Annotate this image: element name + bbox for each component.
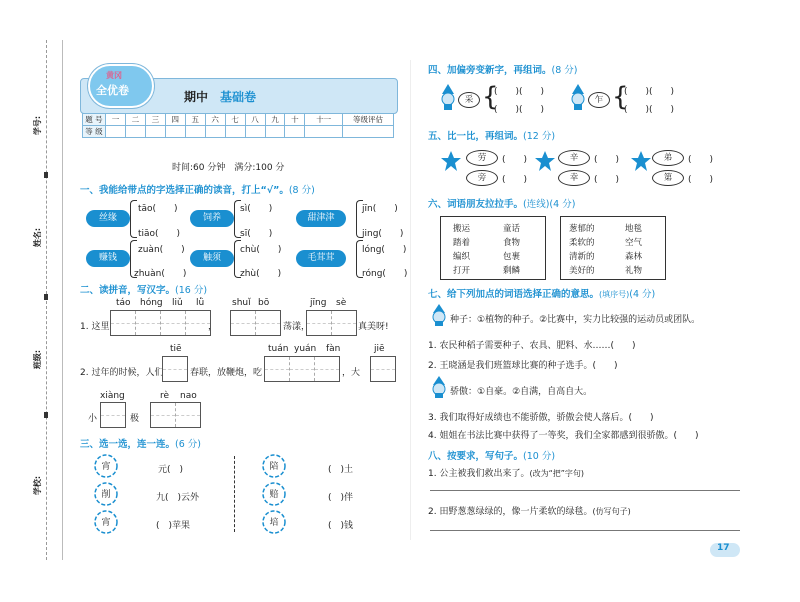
pinyin: hóng	[140, 298, 163, 308]
margin-marker	[44, 412, 48, 418]
table-cell: 二	[125, 114, 145, 126]
word-pill: 丝缘	[86, 210, 130, 227]
table-cell[interactable]	[205, 126, 225, 138]
exam-meta: 时间:60 分钟 满分:100 分	[172, 163, 285, 173]
section-points: (12 分)	[523, 131, 556, 142]
question-text[interactable]: 2. 王晓涵是我们班篮球比赛的种子选手。( )	[428, 361, 618, 371]
reading-option[interactable]: róng( )	[362, 269, 408, 279]
section-points: (6 分)	[175, 439, 201, 450]
table-cell[interactable]	[125, 126, 145, 138]
fill-phrase[interactable]: ( )伴	[328, 493, 354, 503]
question-text: 真美呀!	[358, 322, 389, 332]
binding-line	[62, 40, 64, 560]
reading-option[interactable]: sì( )	[240, 204, 273, 214]
word-blank[interactable]: ( )	[594, 155, 620, 165]
reading-option[interactable]: sī( )	[240, 229, 273, 239]
writing-grid[interactable]	[162, 356, 188, 382]
divider	[234, 456, 235, 532]
word-blank[interactable]: ( )( )	[624, 105, 675, 115]
char-flower	[94, 510, 118, 534]
table-cell: 八	[245, 114, 265, 126]
writing-grid[interactable]	[110, 310, 211, 336]
char-oval: 劳	[466, 150, 498, 166]
reading-option[interactable]: jīn( )	[362, 204, 398, 214]
writing-grid[interactable]	[306, 310, 357, 336]
table-cell: 十一	[305, 114, 343, 126]
table-cell: 等级评估	[343, 114, 394, 126]
word-pill: 饲养	[190, 210, 234, 227]
exam-subtitle: 基础卷	[220, 90, 257, 104]
word[interactable]: 打开	[453, 266, 471, 276]
logo-top: 黄冈	[106, 71, 122, 80]
reading-option[interactable]: chù( )	[240, 245, 282, 255]
reading-option[interactable]: zuàn( )	[138, 245, 185, 255]
section-8-title	[428, 448, 555, 462]
question-text	[428, 466, 584, 479]
word-blank[interactable]: ( )( )	[494, 87, 545, 97]
char: 陪	[269, 462, 279, 472]
question-text: ，大	[342, 368, 361, 378]
question-text[interactable]: 4. 姐姐在书法比赛中获得了一等奖，我们全家都感到很骄傲。( )	[428, 431, 699, 441]
section-points: (16 分)	[175, 285, 208, 296]
section-title-text: 七、给下列加点的词语选择正确的意思。	[428, 289, 600, 300]
section-title-text: 四、加偏旁变新字，再组词。	[428, 65, 552, 76]
word[interactable]: 食物	[503, 238, 521, 248]
word-blank[interactable]: ( )( )	[494, 105, 545, 115]
table-cell[interactable]	[145, 126, 165, 138]
sidebar-name: 姓名:	[33, 227, 43, 248]
section-title-text: 八、按要求，写句子。	[428, 451, 524, 462]
mascot-icon	[430, 376, 448, 401]
table-cell: 五	[185, 114, 205, 126]
word[interactable]: 空气	[625, 238, 643, 248]
page-divider	[410, 60, 411, 540]
word-blank[interactable]: ( )	[688, 175, 714, 185]
pinyin: jiē	[374, 344, 385, 354]
char-oval: 旁	[466, 170, 498, 186]
section-title-text: 二、读拼音，写汉字。	[80, 285, 176, 296]
star-icon	[440, 150, 462, 175]
char-oval: 采	[458, 92, 480, 108]
word[interactable]: 童话	[503, 224, 521, 234]
word-pill: 触须	[190, 250, 234, 267]
section-title-text: 六、词语朋友拉拉手。	[428, 199, 524, 210]
grade-table-header-row	[83, 114, 394, 126]
char-flower	[94, 482, 118, 506]
grade-table-grade-row	[83, 126, 394, 138]
question-text	[428, 504, 631, 517]
word-pill: 毛茸茸	[296, 250, 346, 267]
reading-option[interactable]: tiāo( )	[138, 229, 181, 239]
question-text: 小	[88, 414, 98, 424]
writing-grid[interactable]	[100, 402, 126, 428]
table-cell: 七	[225, 114, 245, 126]
char-flower	[262, 454, 286, 478]
pinyin: tuán	[268, 344, 289, 354]
table-cell[interactable]	[285, 126, 305, 138]
word-blank[interactable]: ( )	[688, 155, 714, 165]
section-5-title	[428, 128, 555, 142]
word[interactable]: 剩鳞	[503, 266, 521, 276]
curly-brace-icon: {	[612, 82, 629, 112]
table-cell: 十	[285, 114, 305, 126]
section-points: (10 分)	[523, 451, 556, 462]
question-hint: (改为“把”字句)	[529, 469, 584, 478]
page-number: 17	[717, 543, 730, 553]
table-cell[interactable]	[305, 126, 343, 138]
definition: 种子：①植物的种子。②比赛中，实力比较强的运动员或团队。	[450, 315, 701, 325]
char: 宵	[101, 518, 111, 528]
curly-brace-icon: {	[482, 82, 499, 112]
char-oval: 幸	[558, 170, 590, 186]
word[interactable]: 搬运	[453, 224, 471, 234]
word-match-box-right	[560, 216, 666, 280]
sidebar-student-id: 学号:	[33, 115, 43, 136]
logo-bottom: 全优卷	[96, 84, 129, 97]
word-pill: 赚钱	[86, 250, 130, 267]
grade-table	[82, 113, 394, 138]
writing-grid[interactable]	[264, 356, 340, 382]
char: 削	[101, 490, 111, 500]
char-oval: 辛	[558, 150, 590, 166]
char: 培	[269, 518, 279, 528]
definition: 骄傲：①自豪。②自满，自高自大。	[450, 387, 593, 397]
question-hint: (仿写句子)	[592, 507, 631, 516]
table-cell[interactable]	[106, 126, 126, 138]
pinyin: lǜ	[196, 298, 205, 308]
table-cell: 题 号	[83, 114, 106, 126]
word[interactable]: 礼物	[625, 266, 643, 276]
word[interactable]: 美好的	[569, 266, 595, 276]
table-cell[interactable]	[225, 126, 245, 138]
question-text: 2. 过年的时候，人们	[80, 368, 164, 378]
binding-margin	[46, 40, 48, 560]
section-points: (连线)(4 分)	[523, 199, 576, 210]
char-oval: 弟	[652, 150, 684, 166]
table-cell: 一	[106, 114, 126, 126]
section-points: (8 分)	[551, 65, 578, 76]
word-blank[interactable]: ( )( )	[624, 87, 675, 97]
word[interactable]: 清新的	[569, 252, 595, 262]
pinyin: tiē	[170, 344, 182, 354]
word[interactable]: 编织	[453, 252, 471, 262]
fill-phrase[interactable]: 九( )云外	[156, 493, 200, 503]
table-cell: 六	[205, 114, 225, 126]
answer-line[interactable]	[430, 530, 740, 531]
pinyin: táo	[116, 298, 131, 308]
question-text[interactable]: 1. 农民种稻子需要种子、农具、肥料、水……( )	[428, 341, 636, 351]
pinyin: liǔ	[172, 298, 183, 308]
table-cell[interactable]	[343, 126, 394, 138]
question-text: 1. 这里	[80, 322, 110, 332]
mascot-icon	[438, 84, 458, 110]
pinyin: nao	[180, 391, 197, 401]
section-title-text: 一、我能给带点的字选择正确的读音，打上“√”。	[80, 185, 289, 196]
word[interactable]: 地毯	[625, 224, 643, 234]
char: 宵	[101, 462, 111, 472]
writing-grid[interactable]	[370, 356, 396, 382]
question-body: 2. 田野葱葱绿绿的，像一片柔软的绿毯。	[428, 507, 593, 517]
sidebar-class: 班级:	[33, 349, 43, 370]
reading-option[interactable]: zhuàn( )	[134, 269, 187, 279]
table-cell[interactable]	[265, 126, 285, 138]
table-cell[interactable]	[185, 126, 205, 138]
section-4-title	[428, 62, 578, 76]
sidebar-school: 学校:	[33, 475, 43, 496]
char-flower	[94, 454, 118, 478]
word-blank[interactable]: ( )	[594, 175, 620, 185]
pinyin: xiàng	[100, 391, 125, 401]
writing-grid[interactable]	[150, 402, 201, 428]
question-text: 春联，放鞭炮，吃	[190, 368, 263, 378]
word-pill: 甜津津	[296, 210, 346, 227]
question-body: 1. 公主被我们救出来了。	[428, 469, 530, 479]
table-cell: 三	[145, 114, 165, 126]
writing-grid[interactable]	[230, 310, 281, 336]
table-cell: 九	[265, 114, 285, 126]
word[interactable]: 踏着	[453, 238, 471, 248]
word-blank[interactable]: ( )	[502, 175, 528, 185]
char-oval: 第	[652, 170, 684, 186]
fill-phrase[interactable]: ( )苹果	[156, 521, 191, 531]
section-title-text: 三、选一选，连一连。	[80, 439, 176, 450]
word-match-box-left	[440, 216, 546, 280]
exam-title: 期中	[184, 90, 209, 104]
word-blank[interactable]: ( )	[502, 155, 528, 165]
pinyin: yuán	[294, 344, 317, 354]
reading-option[interactable]: jing( )	[362, 229, 404, 239]
word[interactable]: 包裹	[503, 252, 521, 262]
section-7-title	[428, 286, 655, 300]
word[interactable]: 森林	[625, 252, 643, 262]
mascot-icon	[430, 304, 448, 329]
pinyin: shuǐ	[232, 298, 251, 308]
question-text: 极	[130, 414, 140, 424]
section-hint: (填序号)	[599, 290, 630, 299]
char-flower	[262, 482, 286, 506]
char-flower	[262, 510, 286, 534]
char: 赔	[269, 490, 279, 500]
question-text: 荡漾，	[283, 322, 311, 332]
reading-option[interactable]: zhù( )	[240, 269, 282, 279]
pinyin: fàn	[326, 344, 341, 354]
star-icon	[534, 150, 556, 175]
mascot-icon	[568, 84, 588, 110]
answer-line[interactable]	[430, 490, 740, 491]
brace	[130, 200, 137, 238]
char-oval: 乍	[588, 92, 610, 108]
section-1-title	[80, 182, 315, 196]
reading-option[interactable]: lóng( )	[362, 245, 407, 255]
section-3-title	[80, 436, 201, 450]
table-cell: 四	[165, 114, 185, 126]
pinyin: rè	[160, 391, 170, 401]
section-points: (8 分)	[288, 185, 315, 196]
pinyin: sè	[336, 298, 347, 308]
pinyin: jīng	[310, 298, 327, 308]
table-cell[interactable]	[165, 126, 185, 138]
section-points: (4 分)	[629, 289, 656, 300]
margin-marker	[44, 294, 48, 300]
margin-marker	[44, 172, 48, 178]
section-2-title	[80, 282, 207, 296]
fill-phrase[interactable]: ( )土	[328, 465, 354, 475]
section-title-text: 五、比一比，再组词。	[428, 131, 524, 142]
fill-phrase[interactable]: ( )钱	[328, 521, 354, 531]
word[interactable]: 柔软的	[569, 238, 595, 248]
table-cell: 等 级	[83, 126, 106, 138]
word[interactable]: 葱郁的	[569, 224, 595, 234]
star-icon	[630, 150, 652, 175]
fill-phrase[interactable]: 元( )	[158, 465, 184, 475]
table-cell[interactable]	[245, 126, 265, 138]
punctuation: ，	[208, 322, 218, 332]
reading-option[interactable]: tāo( )	[138, 204, 178, 214]
pinyin: bō	[258, 298, 270, 308]
section-6-title	[428, 196, 575, 210]
question-text[interactable]: 3. 我们取得好成绩也不能骄傲，骄傲会使人落后。( )	[428, 413, 654, 423]
